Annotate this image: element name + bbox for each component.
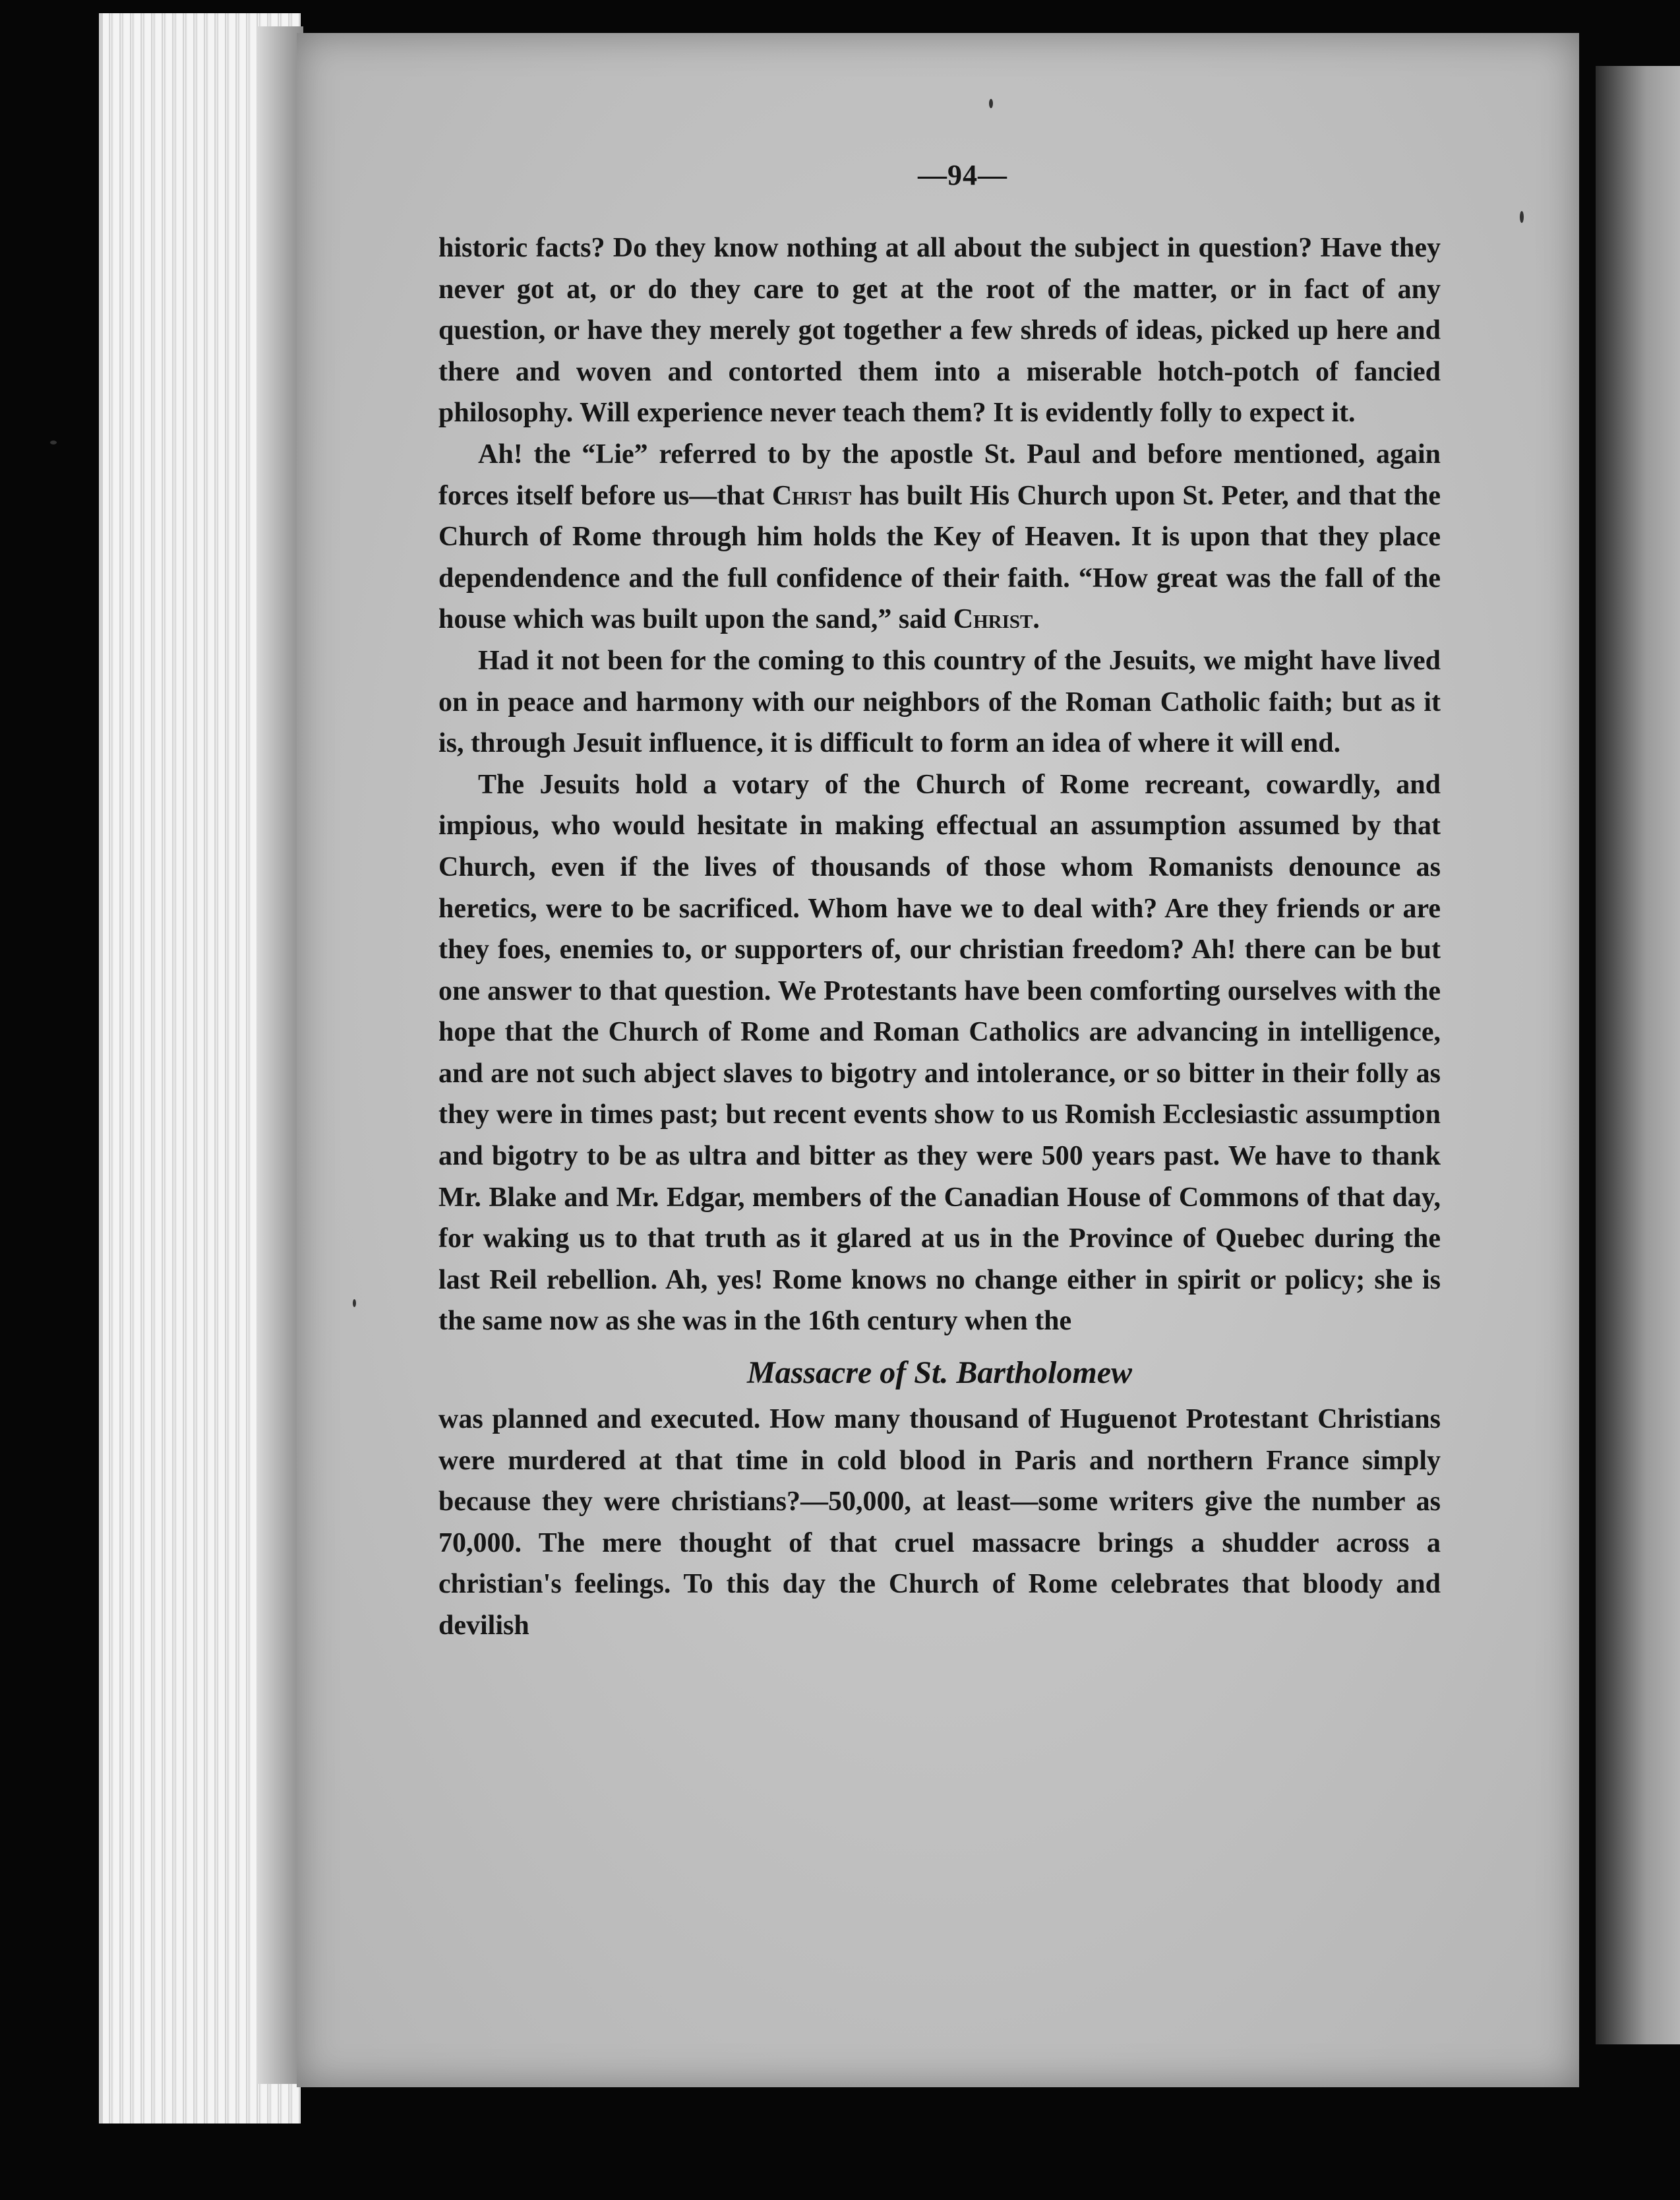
paragraph-4: The Jesuits hold a votary of the Church of Rome recreant, cowardly, and impious, who would hesitate in making effectual an assumption assumed by that Church, even if the lives of thousands of those whom Romanists denounce as heretics, were to be sacrificed. Whom have we to deal with? Are they friends or are they foes, enemies to, or supporters of, our christian freedom? Ah! there can be but one answer to that question. We Protestants have been comforting ourselves with the hope that the Church of Rome and Roman Catholics are advancing in intelligence, and are not such abject slaves to bigotry and intolerance, or so bitter in their folly as they were in times past; but recent events show to us Romish Ecclesiastic assumption and bigotry to be as ultra and bitter as they were 500 years past. We have to thank Mr. Blake and Mr. Edgar, members of the Canadian House of Commons of that day, for waking us to that truth as it glared at us in the Province of Quebec during the last Reil rebellion. Ah, yes! Rome knows no change either in spirit or policy; she is the same now as she was in the 16th century when the bbox=[438, 769, 1441, 1337]
paragraph-3: Had it not been for the coming to this country of the Jesuits, we might have lived on in peace and harmony with our neighbors of the Roman Catholic faith; but as it is, through Jesuit influence, it is difficult to form an idea of where it will end. bbox=[438, 645, 1441, 759]
scan-speck bbox=[353, 1299, 356, 1307]
small-caps-word: Christ bbox=[953, 604, 1033, 635]
page-number: —94— bbox=[918, 159, 1007, 191]
paragraph-5: was planned and executed. How many thousand of Huguenot Protestant Christians were murdered at that time in cold blood in Paris and northern France simply because they were christians?—50,000, at least—some writers give the number as 70,000. The mere thought of that cruel massacre brings a shudder across a christian's feelings. To this day the Church of Rome celebrates that bloody and devilish bbox=[438, 1404, 1441, 1641]
scan-speck bbox=[1520, 211, 1524, 223]
body-text bbox=[438, 228, 1441, 1647]
scan-speck bbox=[989, 99, 993, 108]
section-heading: Massacre of St. Bartholomew bbox=[746, 1355, 1133, 1391]
paragraph-1: historic facts? Do they know nothing at all about the subject in question? Have they never got at, or do they care to get at the root of the matter, or in fact of any question, or have they merely got together a few shreds of ideas, picked up here and there and woven and contorted them into a miserable hotch-potch of fancied philosophy. Will experience never teach them? It is evidently folly to expect it. bbox=[438, 233, 1441, 429]
small-caps-word: Christ bbox=[771, 480, 852, 511]
scan-speck bbox=[50, 441, 57, 444]
facing-page-sliver bbox=[1596, 66, 1680, 2044]
paragraph-2: Ah! the “Lie” referred to by the apostle St. Paul and before mentioned, again forces itself before us—that Christ has built His Church upon St. Peter, and that the Church of Rome through him holds the Key of Heaven. It is upon that they place dependendence and the full confidence of their faith. “How great was the fall of the house which was built upon the sand,” said Christ. bbox=[438, 439, 1441, 635]
